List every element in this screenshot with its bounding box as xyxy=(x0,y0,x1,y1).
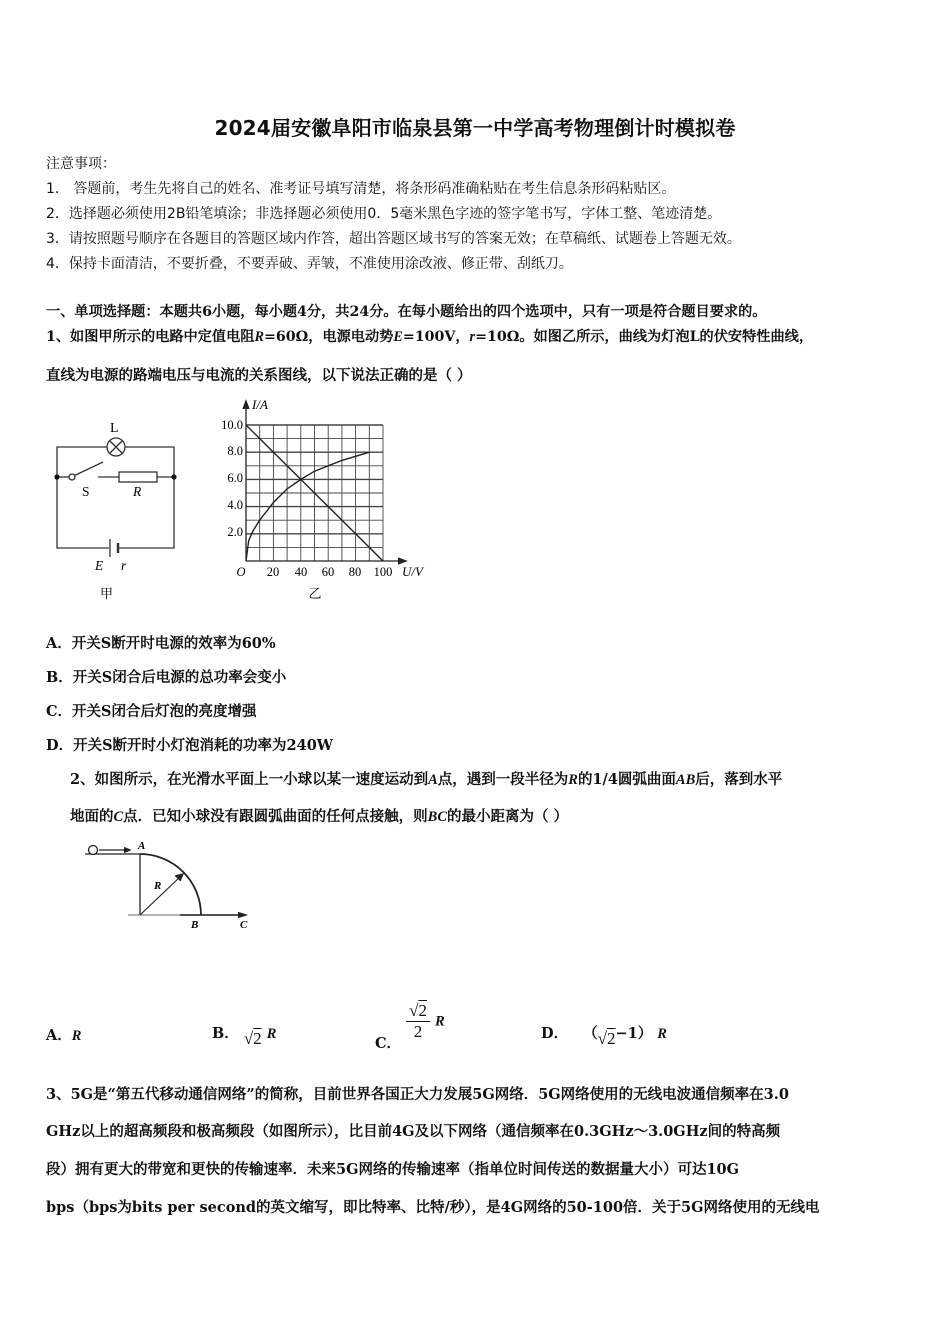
sqrt-symbol: √2 xyxy=(597,1029,616,1048)
iv-graph xyxy=(200,395,440,605)
q1-option-c[interactable]: C．开关S闭合后灯泡的亮度增强 xyxy=(46,703,257,720)
svg-text:6.0: 6.0 xyxy=(227,471,243,485)
q1-option-d[interactable]: D．开关S断开时小灯泡消耗的功率为240W xyxy=(46,737,334,754)
notice-item-4: 4．保持卡面清洁，不要折叠，不要弄破、弄皱，不准使用涂改液、修正带、刮纸刀。 xyxy=(46,256,573,272)
label-R: R xyxy=(154,880,162,892)
y-tick-labels xyxy=(221,418,243,539)
svg-text:60: 60 xyxy=(321,565,335,579)
svg-text:20: 20 xyxy=(266,565,280,579)
q2-option-c[interactable]: C． $\frac{√2}{2}$ R xyxy=(375,1001,445,1052)
q1-option-b[interactable]: B．开关S闭合后电源的总功率会变小 xyxy=(46,669,287,686)
q2-stem-line1: 2、如图所示，在光滑水平面上一小球以某一速度运动到A点，遇到一段半径为R的1/4圆弧曲面AB后，落到水平 xyxy=(70,771,783,788)
notice-heading: 注意事项： xyxy=(46,156,116,172)
x-tick-labels xyxy=(236,565,392,579)
label-R: R xyxy=(133,484,142,499)
sqrt-symbol: √2 xyxy=(243,1029,262,1048)
q3-line-1: 3、5G是“第五代移动通信网络”的简称，目前世界各国正大力发展5G网络．5G网络使用的无线电波通信频率在3.0 xyxy=(46,1086,789,1103)
x-axis-label: U/V xyxy=(402,564,423,579)
page-title: 2024届安徽阜阳市临泉县第一中学高考物理倒计时模拟卷 xyxy=(214,116,736,140)
q3-line-2: GHz以上的超高频段和极高频段（如图所示），比目前4G及以下网络（通信频率在0.3GHz～3.0GHz间的特高频 xyxy=(46,1123,781,1140)
q3-line-4: bps（bps为bits per second的英文缩写，即比特率、比特/秒），是4G网络的50-100倍．关于5G网络使用的无线电 xyxy=(46,1199,820,1216)
q1-stem-line2: 直线为电源的路端电压与电流的关系图线，以下说法正确的是（ ） xyxy=(46,367,472,384)
svg-text:10.0: 10.0 xyxy=(221,418,243,432)
q2-option-a[interactable]: A．R xyxy=(46,1027,82,1044)
svg-text:2.0: 2.0 xyxy=(227,525,243,539)
label-L: L xyxy=(110,421,119,436)
notice-item-3: 3．请按照题号顺序在各题目的答题区域内作答，超出答题区域书写的答案无效；在草稿纸、试题卷上答题无效。 xyxy=(46,231,741,247)
y-axis-label: I/A xyxy=(252,397,268,412)
label-S: S xyxy=(82,484,90,499)
fraction: $\frac{√2}{2}$ xyxy=(406,1001,430,1042)
circuit-caption: 甲 xyxy=(100,586,114,601)
circuit-diagram xyxy=(40,410,200,605)
q1-stem-line1: 1、如图甲所示的电路中定值电阻R=60Ω，电源电动势E=100V，r=10Ω。如图乙所示，曲线为灯泡L的伏安特性曲线， xyxy=(46,329,814,345)
q3-line-3: 段）拥有更大的带宽和更快的传输速率．未来5G网络的传输速率（指单位时间传送的数据量大小）可达10G xyxy=(46,1161,740,1178)
svg-text:80: 80 xyxy=(348,565,362,579)
q2-option-d[interactable]: D． （√2−1） R xyxy=(541,1025,667,1048)
svg-text:40: 40 xyxy=(294,565,308,579)
q1-option-a[interactable]: A．开关S断开时电源的效率为60% xyxy=(46,635,276,652)
label-C: C xyxy=(240,919,248,930)
svg-text:O: O xyxy=(236,565,246,579)
notice-item-1: 1． 答题前，考生先将自己的姓名、准考证号填写清楚，将条形码准确粘贴在考生信息条形码粘贴区。 xyxy=(46,181,676,197)
arc-figure xyxy=(80,835,265,930)
label-A: A xyxy=(138,840,146,852)
section-heading: 一、单项选择题：本题共6小题，每小题4分，共24分。在每小题给出的四个选项中，只有一项是符合题目要求的。 xyxy=(46,304,767,320)
label-r: r xyxy=(121,558,127,573)
notice-item-2: 2．选择题必须使用2B铅笔填涂；非选择题必须使用0．5毫米黑色字迹的签字笔书写，字体工整、笔迹清楚。 xyxy=(46,206,722,222)
q2-option-b[interactable]: B． √2 R xyxy=(212,1025,277,1048)
svg-text:100: 100 xyxy=(373,565,393,579)
graph-caption: 乙 xyxy=(308,586,322,601)
svg-text:4.0: 4.0 xyxy=(227,498,243,512)
q2-stem-line2: 地面的C点．已知小球没有跟圆弧曲面的任何点接触，则BC的最小距离为（ ） xyxy=(70,808,569,825)
svg-text:8.0: 8.0 xyxy=(227,444,243,458)
label-B: B xyxy=(191,919,199,930)
label-E: E xyxy=(95,558,104,573)
